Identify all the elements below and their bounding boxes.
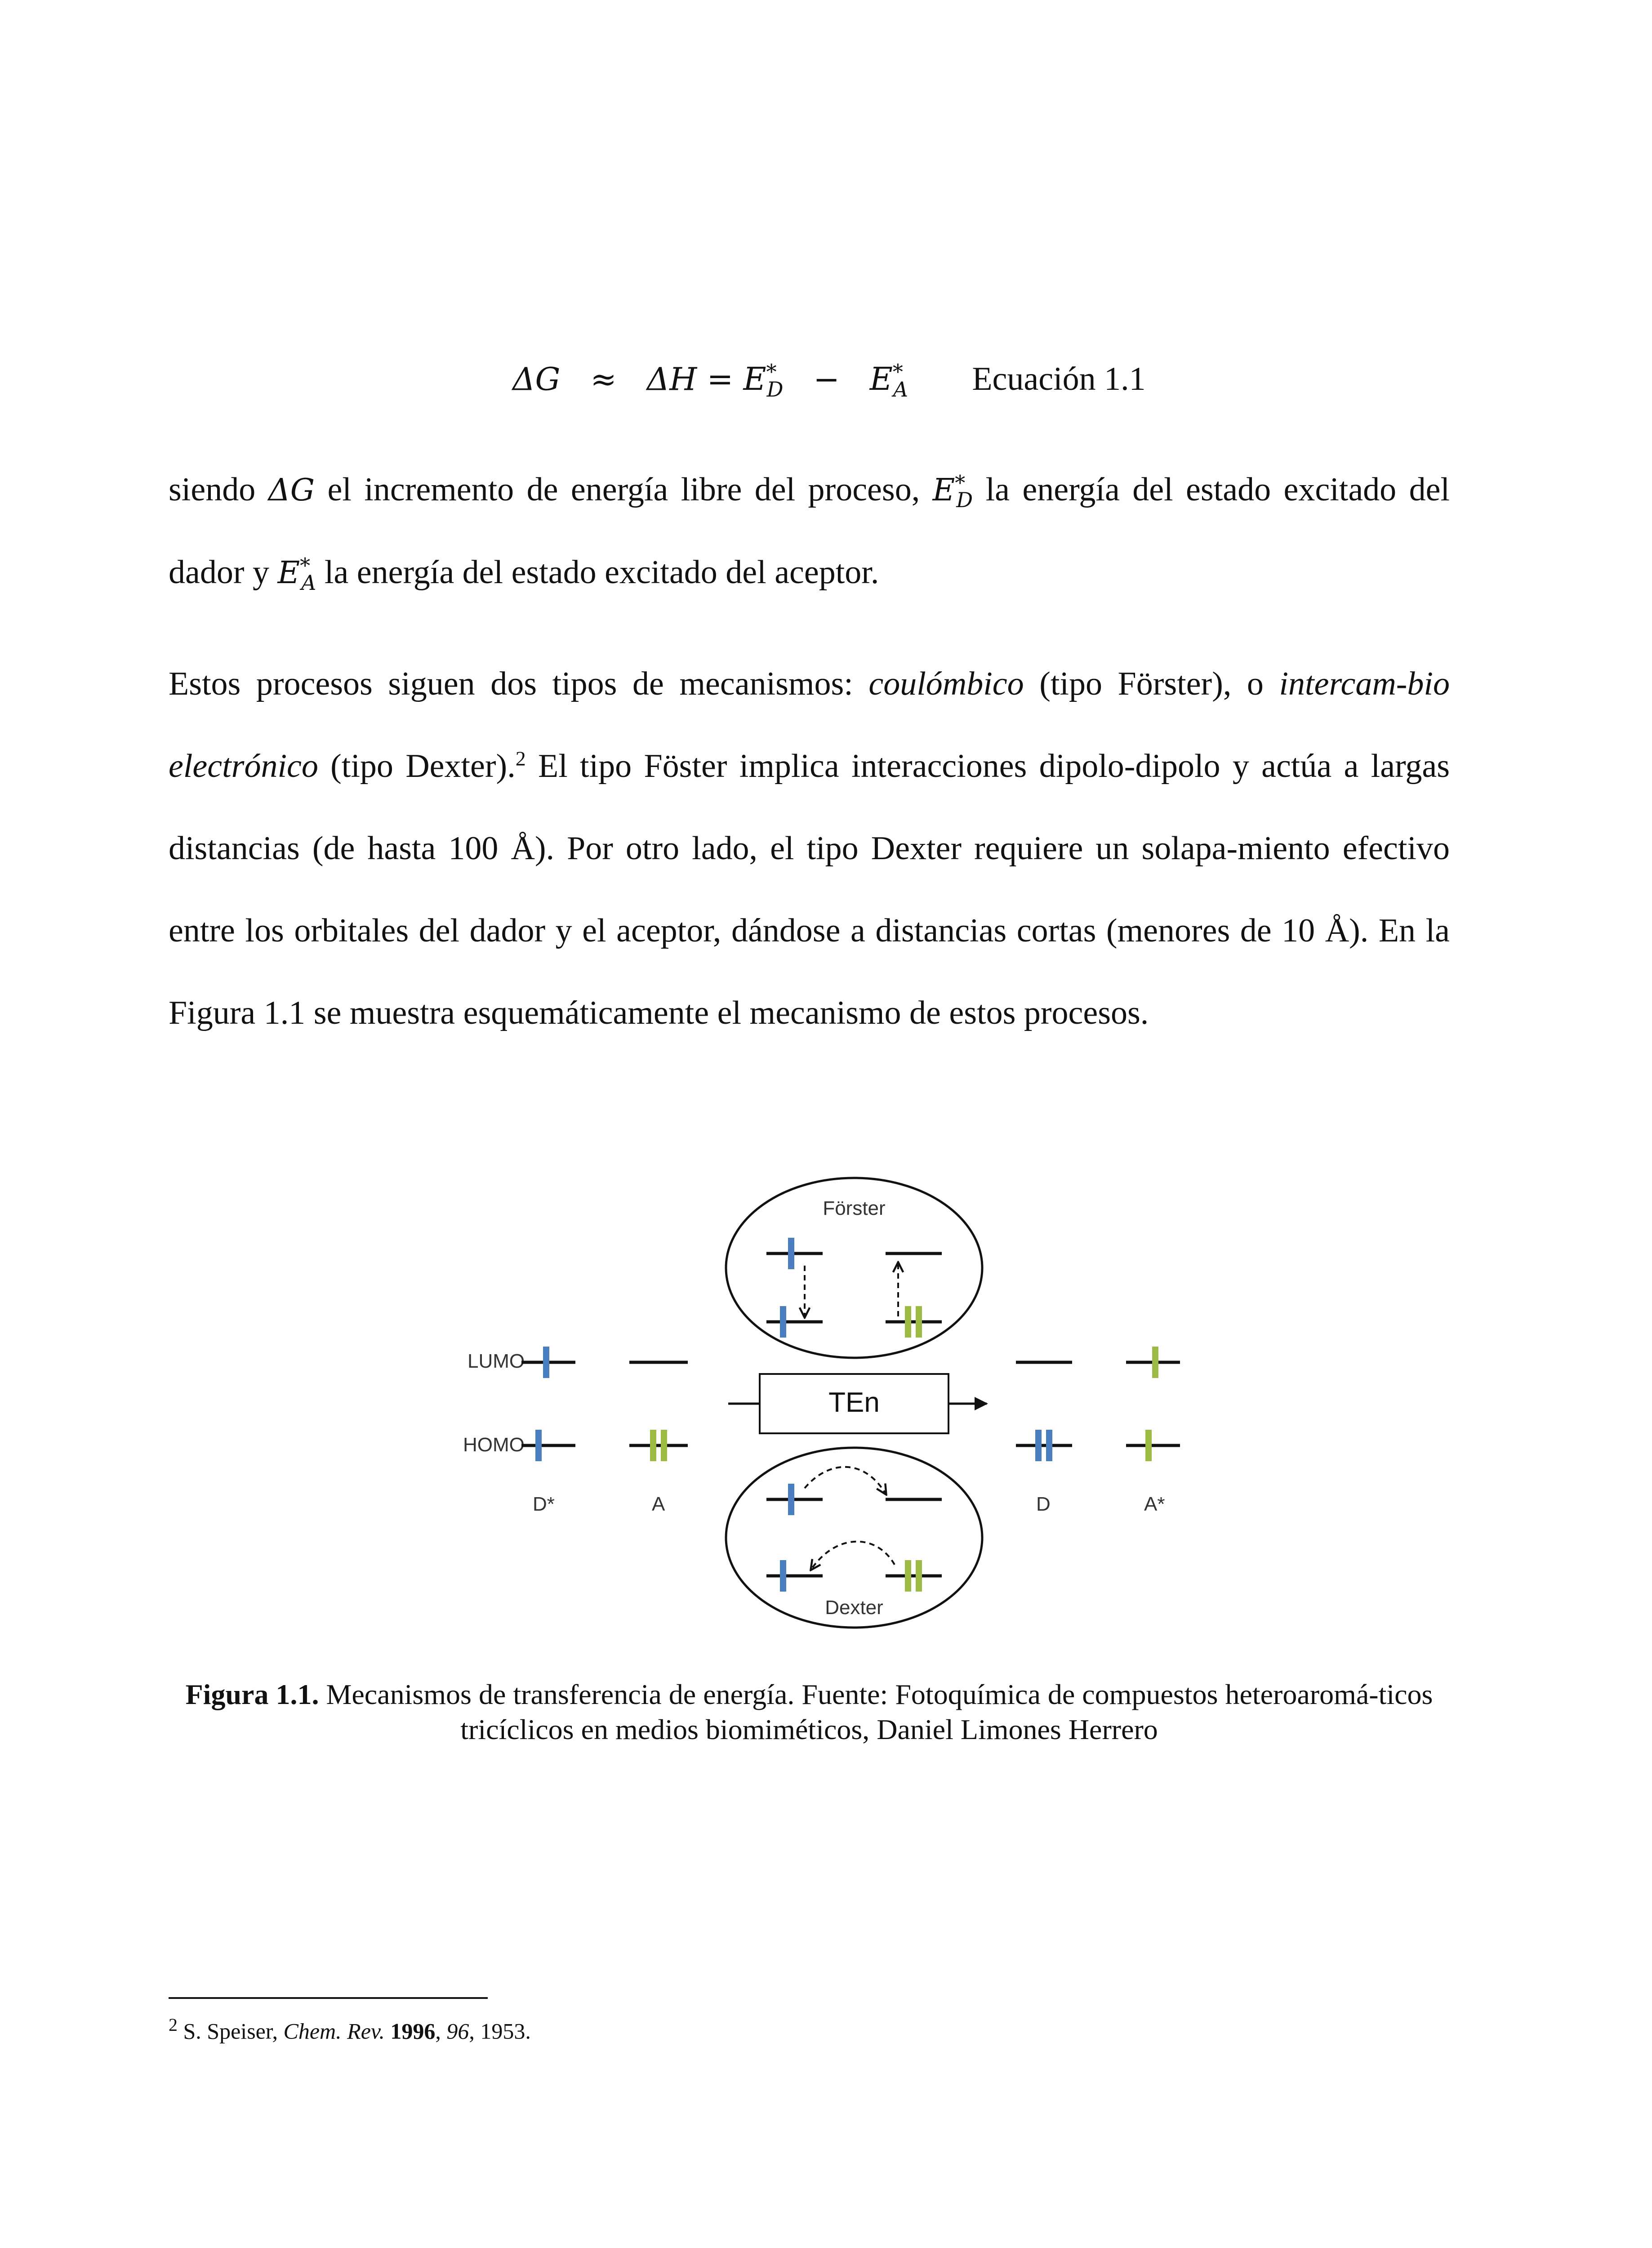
label-forster: Förster: [823, 1197, 886, 1219]
donor-ground-levels: [1016, 1362, 1072, 1461]
footnote-rule: [169, 1997, 488, 1999]
term-intercambio: intercam-bio electrónico: [169, 665, 1450, 785]
eq-delta-h: ΔH: [646, 361, 697, 398]
eq-ea: $E^*_A$: [869, 360, 908, 402]
acceptor-excited-levels: [1126, 1347, 1180, 1461]
label-homo: HOMO: [463, 1434, 525, 1456]
eq-ed: $E^*_D$: [743, 360, 784, 402]
figure-caption: [169, 1677, 1450, 1747]
equation-1-1: [512, 360, 1146, 402]
eq-delta-g: ΔG: [512, 361, 561, 398]
footnote-ref[interactable]: 2: [515, 747, 526, 770]
dexter-levels: [766, 1467, 942, 1592]
footnote-volume: 96: [446, 2018, 469, 2044]
label-d-star: D*: [533, 1493, 555, 1515]
paragraph-2: Estos procesos siguen dos tipos de mecanismos: coulómbico (tipo Förster), o intercam-bio electrónico (tipo Dexter).$^2$ El tipo Föster implica interacciones dipolo-dipolo y actúa a largas distancias (de hasta 100 Å). Por otro lado, el tipo Dexter requiere un solapa-miento efectivo entre los orbitales del dador y el aceptor, dándose a distancias cortas (menores de 10 Å). En la Figura 1.1 se muestra esquemáticamente el mecanismo de estos procesos.: [169, 665, 1450, 1031]
acceptor-ground-levels: [629, 1362, 688, 1461]
footnote-number: 2: [169, 2015, 178, 2035]
forster-levels: [766, 1238, 942, 1338]
footnote-journal: Chem. Rev.: [283, 2018, 385, 2044]
label-lumo: LUMO: [468, 1350, 525, 1372]
eq-minus: −: [813, 361, 840, 398]
label-a: A: [652, 1493, 665, 1515]
caption-text: Mecanismos de transferencia de energía. Fuente: Fotoquímica de compuestos heteroaromá-ticos tricíclicos en medios biomiméticos, Daniel Limones Herrero: [319, 1678, 1433, 1745]
paragraph-1: siendo ΔG el incremento de energía libre del proceso, $E^*_D$ la energía del estado excitado del dador y $E^*_A$ la energía del estado excitado del aceptor.: [169, 470, 1450, 595]
equation-label: Ecuación 1.1: [972, 361, 1146, 398]
label-d: D: [1036, 1493, 1051, 1515]
footnote: $^2$ S. Speiser, Chem. Rev. 1996, 96, 1953.: [169, 2015, 531, 2044]
term-coulombico: coulómbico: [868, 665, 1024, 702]
label-a-star: A*: [1144, 1493, 1165, 1515]
label-dexter: Dexter: [825, 1597, 883, 1619]
footnote-year: 1996: [390, 2018, 436, 2044]
caption-label: Figura 1.1.: [185, 1678, 319, 1710]
eq-approx: ≈: [590, 361, 617, 398]
eq-equals: =: [707, 361, 734, 398]
donor-excited-levels: [521, 1347, 575, 1461]
figure-energy-transfer: [432, 1173, 1196, 1646]
label-ten: TEn: [828, 1387, 880, 1418]
